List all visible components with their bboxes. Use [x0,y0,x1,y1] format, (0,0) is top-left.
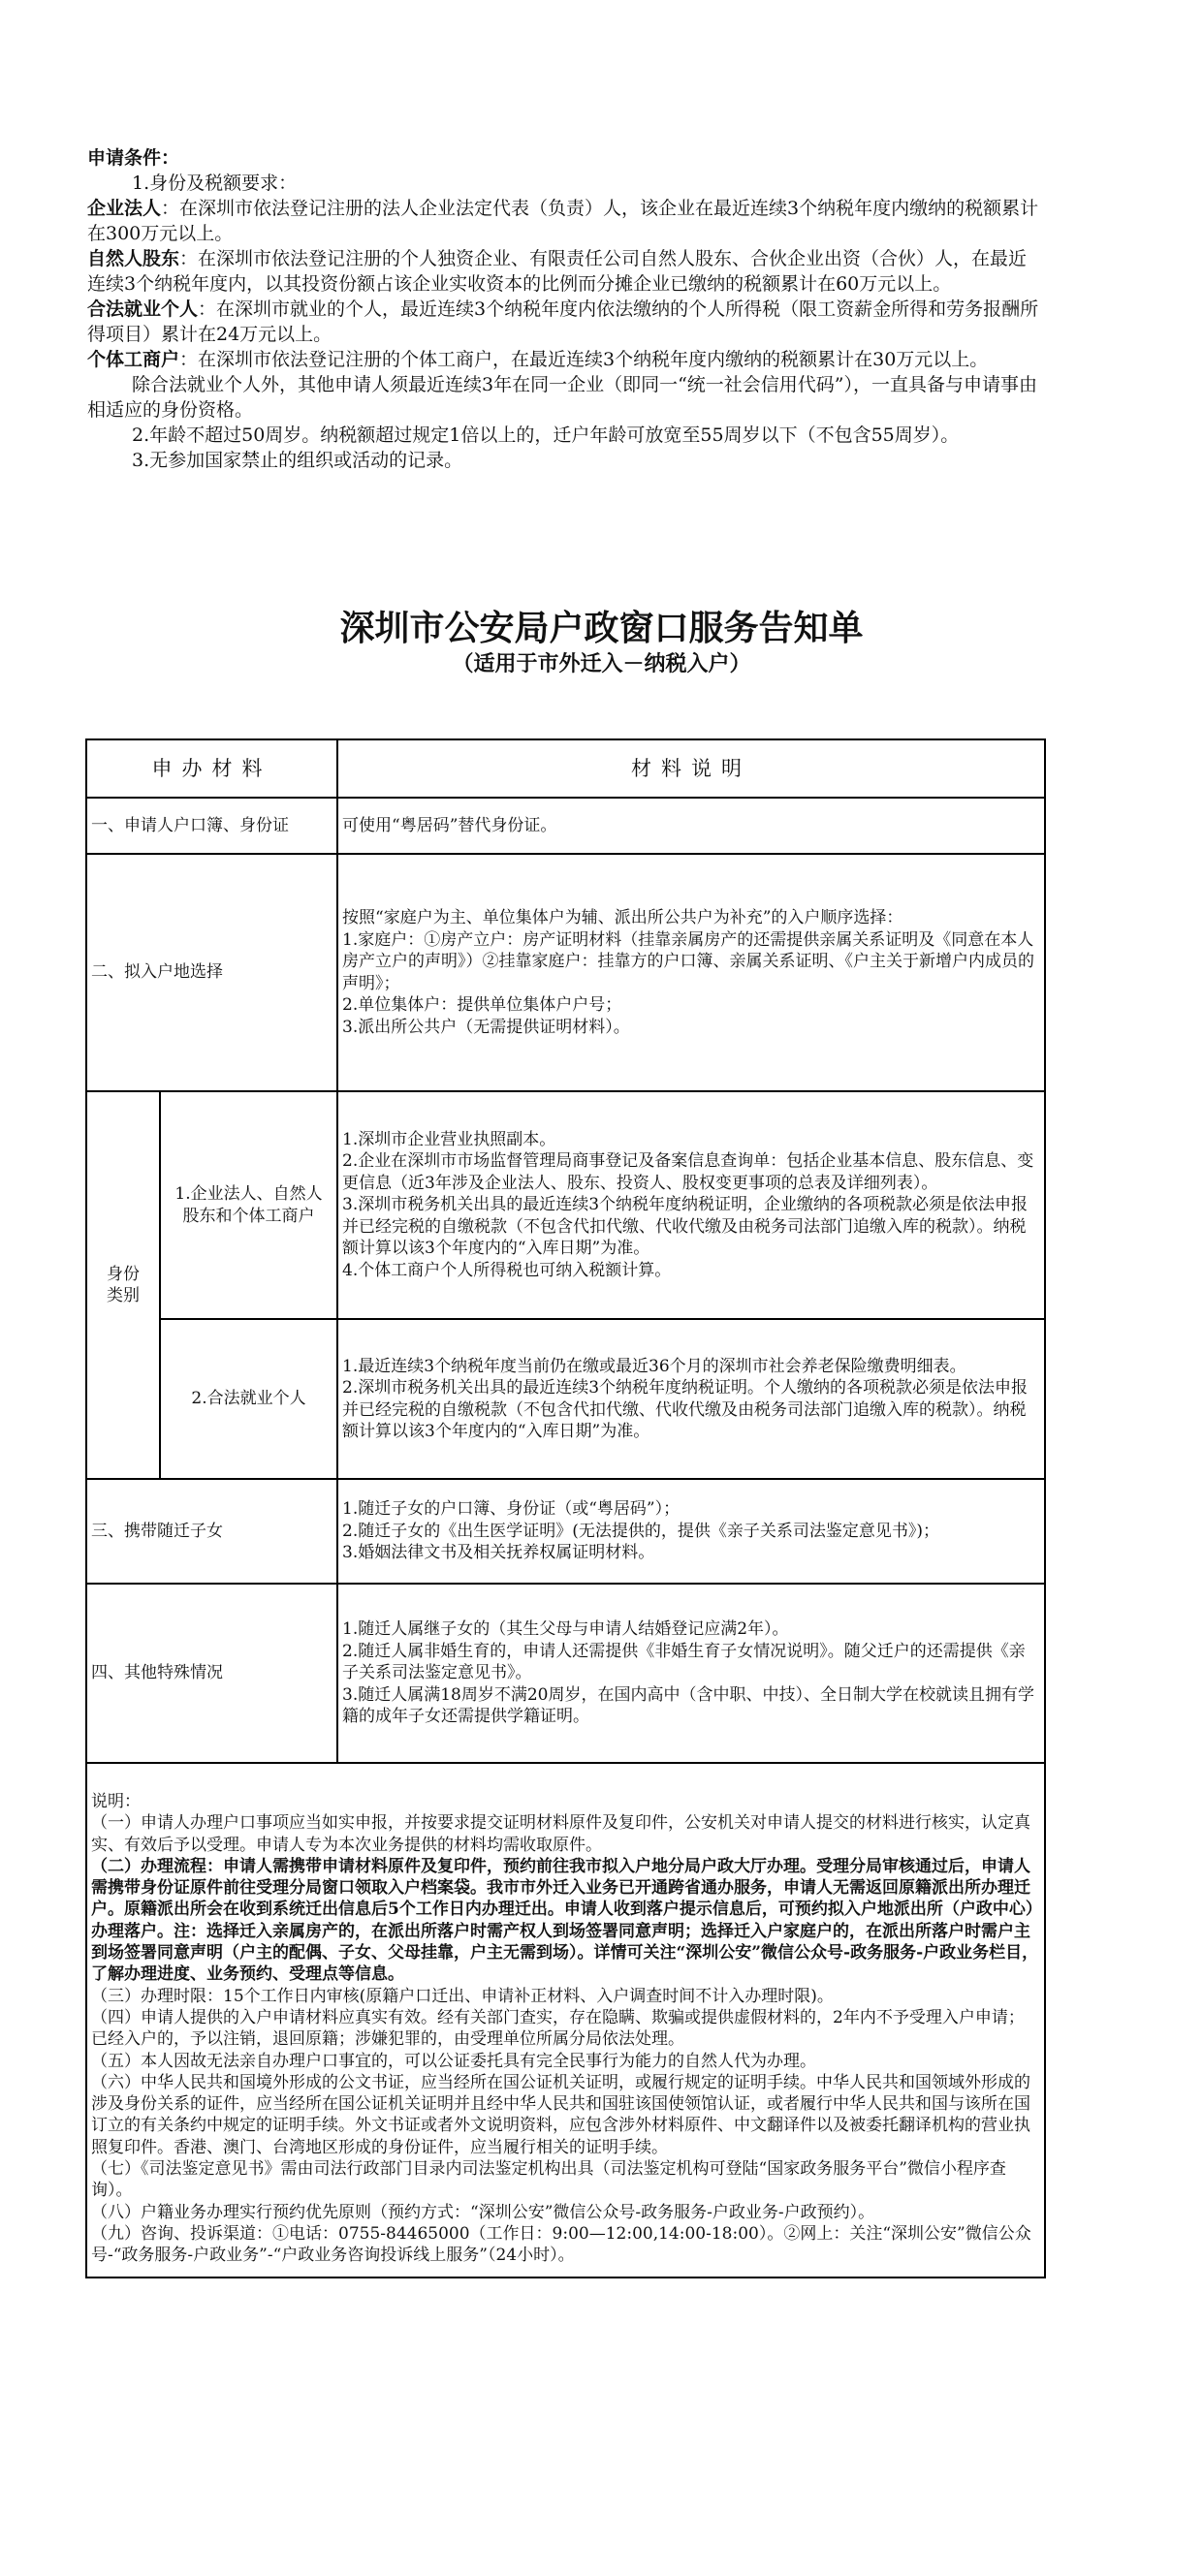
note-5: （五）本人因故无法亲自办理户口事宜的，可以公证委托具有完全民事行为能力的自然人代为办理。 [91,2051,816,2071]
table-row [86,1319,1045,1479]
note-3: （三）办理时限：15个工作日内审核(原籍户口迁出、申请补正材料、入户调查时间不计入办理时限)。 [91,1986,834,2006]
conditions-heading: 申请条件： [87,147,180,169]
row1-label: 一、申请人户口簿、身份证 [86,798,337,854]
table-row [86,1479,1045,1584]
table-row [86,1091,1045,1319]
condition-item-2: 2.年龄不超过50周岁。纳税额超过规定1倍以上的，迁户年龄可放宽至55周岁以下（不包含55周岁）。 [132,424,960,446]
enterprise-text: ：在深圳市依法登记注册的法人企业法定代表（负责）人，该企业在最近连续3个纳税年度内缴纳的税额累计在300万元以上。 [87,198,1039,244]
note-4: （四）申请人提供的入户申请材料应真实有效。经有关部门查实，存在隐瞒、欺骗或提供虚假材料的，2年内不予受理入户申请；已经入户的，予以注销，退回原籍；涉嫌犯罪的，由受理单位所属分局依法处理。 [91,2007,1025,2050]
row3-line: 1.随迁子女的户口簿、身份证（或“粤居码”）； [342,1499,681,1520]
condition-shareholder [87,246,1042,297]
table-row [86,1584,1045,1763]
materials-table [85,738,1046,2278]
row2-desc [337,854,1045,1091]
note-2: （二）办理流程：申请人需携带申请材料原件及复印件，预约前往我市拟入户地分局户政大厅办理。受理分局审核通过后，申请人需携带身份证原件前往受理分局窗口领取入户档案袋。我市市外迁入业务已开通跨省通办服务，申请人无需返回原籍派出所办理迁户。原籍派出所会在收到系统迁出信息后5个工作日内办理迁出。申请人收到落户提示信息后，可预约拟入户地派出所（户政中心）办理落户。注：选择迁入亲属房产的，在派出所落户时需产权人到场签署同意声明；选择迁入户家庭户的，在派出所落户时需户主到场签署同意声明（户主的配偶、子女、父母挂靠，户主无需到场）。详情可关注“深圳公安”微信公众号-政务服务-户政业务栏目，了解办理进度、业务预约、受理点等信息。 [91,1856,1039,1985]
sub1-line: 2.企业在深圳市市场监督管理局商事登记及备案信息查询单：包括企业基本信息、股东信息、变更信息（近3年涉及企业法人、股东、投资人、股权变更事项的总表及详细列表）。 [342,1151,1034,1193]
row4-desc [337,1584,1045,1763]
sub1-label-text: 1.企业法人、自然人股东和个体工商户 [174,1184,323,1226]
employee-text: ：在深圳市就业的个人，最近连续3个纳税年度内依法缴纳的个人所得税（限工资薪金所得和劳务报酬所得项目）累计在24万元以上。 [87,298,1039,345]
note-8: （八）户籍业务办理实行预约优先原则（预约方式：“深圳公安”微信公众号-政务服务-户政业务-户政预约）。 [91,2202,875,2222]
row2-line: 按照“家庭户为主、单位集体户为辅、派出所公共户为补充”的入户顺序选择： [342,908,903,927]
condition-business [87,347,1042,372]
row3-label: 三、携带随迁子女 [86,1479,337,1584]
row3-line: 3.婚姻法律文书及相关抚养权属证明材料。 [342,1543,655,1563]
sub2-line: 2.深圳市税务机关出具的最近连续3个纳税年度纳税证明。个人缴纳的各项税款必须是依法申报并已经完税的自缴税款（不包含代扣代缴、代收代缴及由税务司法部门追缴入库的税款）。纳税额计算以该3个年度内的“入库日期”为准。 [342,1378,1029,1441]
note-9: （九）咨询、投诉渠道：①电话：0755-84465000（工作日：9:00—12:00,14:00-18:00）。②网上：关注“深圳公安”微信公众号-“政务服务-户政业务”-“户政业务咨询投诉线上服务”（24小时）。 [91,2223,1031,2266]
business-text: ：在深圳市依法登记注册的个体工商户，在最近连续3个纳税年度内缴纳的税额累计在30万元以上。 [179,349,989,370]
condition-enterprise [87,196,1042,246]
shareholder-text: ：在深圳市依法登记注册的个人独资企业、有限责任公司自然人股东、合伙企业出资（合伙）人，在最近连续3个纳税年度内，以其投资份额占该企业实收资本的比例而分摊企业已缴纳的税额累计在60万元以上。 [87,248,1028,295]
identity-category-label [86,1091,160,1479]
sub2-line: 1.最近连续3个纳税年度当前仍在缴或最近36个月的深圳市社会养老保险缴费明细表。 [342,1356,966,1376]
note-1: （一）申请人办理户口事项应当如实申报，并按要求提交证明材料原件及复印件，公安机关对申请人提交的材料进行核实，认定真实、有效后予以受理。申请人专为本次业务提供的材料均需收取原件。 [91,1813,1030,1855]
sub1-desc [337,1091,1045,1319]
row2-line: 3.派出所公共户（无需提供证明材料）。 [342,1017,630,1037]
condition-item-1: 1.身份及税额要求： [132,173,298,194]
condition-employee [87,297,1042,347]
page-title: 深圳市公安局户政窗口服务告知单 [339,608,864,648]
sub1-line: 4.个体工商户个人所得税也可纳入税额计算。 [342,1260,672,1280]
sub2-desc [337,1319,1045,1479]
application-conditions [87,145,1042,473]
shareholder-label: 自然人股东 [87,248,180,269]
employee-label: 合法就业个人 [87,298,199,320]
condition-identity-note: 除合法就业个人外，其他申请人须最近连续3年在同一企业（即同一“统一社会信用代码”），一直具备与申请事由相适应的身份资格。 [87,374,1038,421]
table-row [86,798,1045,854]
table-header-row [86,739,1045,798]
note-7: （七）《司法鉴定意见书》需由司法行政部门目录内司法鉴定机构出具（司法鉴定机构可登陆“国家政务服务平台”微信小程序查询）。 [91,2159,1006,2201]
note-6: （六）中华人民共和国境外形成的公文书证，应当经所在国公证机关证明，或履行规定的证明手续。中华人民共和国领域外形成的涉及身份关系的证件，应当经所在国公证机关证明并且经中华人民共和国驻该国使领馆认证，或者履行中华人民共和国与该所在国订立的有关条约中规定的证明手续。外文书证或者外文说明资料，应包含涉外材料原件、中文翻译件以及被委托翻译机构的营业执照复印件。香港、澳门、台湾地区形成的身份证件，应当履行相关的证明手续。 [91,2072,1030,2157]
notes-heading: 说明： [91,1792,141,1811]
header-materials: 申办材料 [86,739,337,798]
page-subtitle: （适用于市外迁入－纳税入户） [452,651,751,676]
sub2-label: 2.合法就业个人 [160,1319,337,1479]
row4-label: 四、其他特殊情况 [86,1584,337,1763]
condition-item-3: 3.无参加国家禁止的组织或活动的记录。 [132,450,463,471]
row3-desc [337,1479,1045,1584]
header-description: 材料说明 [337,739,1045,798]
notes-cell [86,1763,1045,2278]
row4-line: 1.随迁人属继子女的（其生父母与申请人结婚登记应满2年）。 [342,1619,789,1640]
identity-label-text: 身份类别 [107,1264,140,1305]
sub1-line: 3.深圳市税务机关出具的最近连续3个纳税年度纳税证明，企业缴纳的各项税款必须是依法申报并已经完税的自缴税款（不包含代扣代缴、代收代缴及由税务司法部门追缴入库的税款）。纳税额计算以该3个年度内的“入库日期”为准。 [342,1195,1029,1259]
row1-desc: 可使用“粤居码”替代身份证。 [337,798,1045,854]
row3-line: 2.随迁子女的《出生医学证明》(无法提供的，提供《亲子关系司法鉴定意见书》)； [342,1521,939,1541]
row4-line: 3.随迁人属满18周岁不满20周岁，在国内高中（含中职、中技）、全日制大学在校就读且拥有学籍的成年子女还需提供学籍证明。 [342,1684,1034,1727]
row4-line: 2.随迁人属非婚生育的，申请人还需提供《非婚生育子女情况说明》。随父迁户的还需提供《亲子关系司法鉴定意见书》。 [342,1641,1026,1683]
sub1-line: 1.深圳市企业营业执照副本。 [342,1129,556,1149]
business-label: 个体工商户 [87,349,180,370]
row2-line: 1.家庭户：①房产立户：房产证明材料（挂靠亲属房产的还需提供亲属关系证明及《同意在本人房产立户的声明》）②挂靠家庭户：挂靠方的户口簿、亲属关系证明、《户主关于新增户内成员的声明》； [342,929,1034,993]
enterprise-label: 企业法人 [87,198,162,219]
table-row [86,854,1045,1091]
notes-row [86,1763,1045,2278]
row2-label: 二、拟入户地选择 [86,854,337,1091]
sub1-label [160,1091,337,1319]
row2-line: 2.单位集体户：提供单位集体户户号； [342,995,622,1015]
